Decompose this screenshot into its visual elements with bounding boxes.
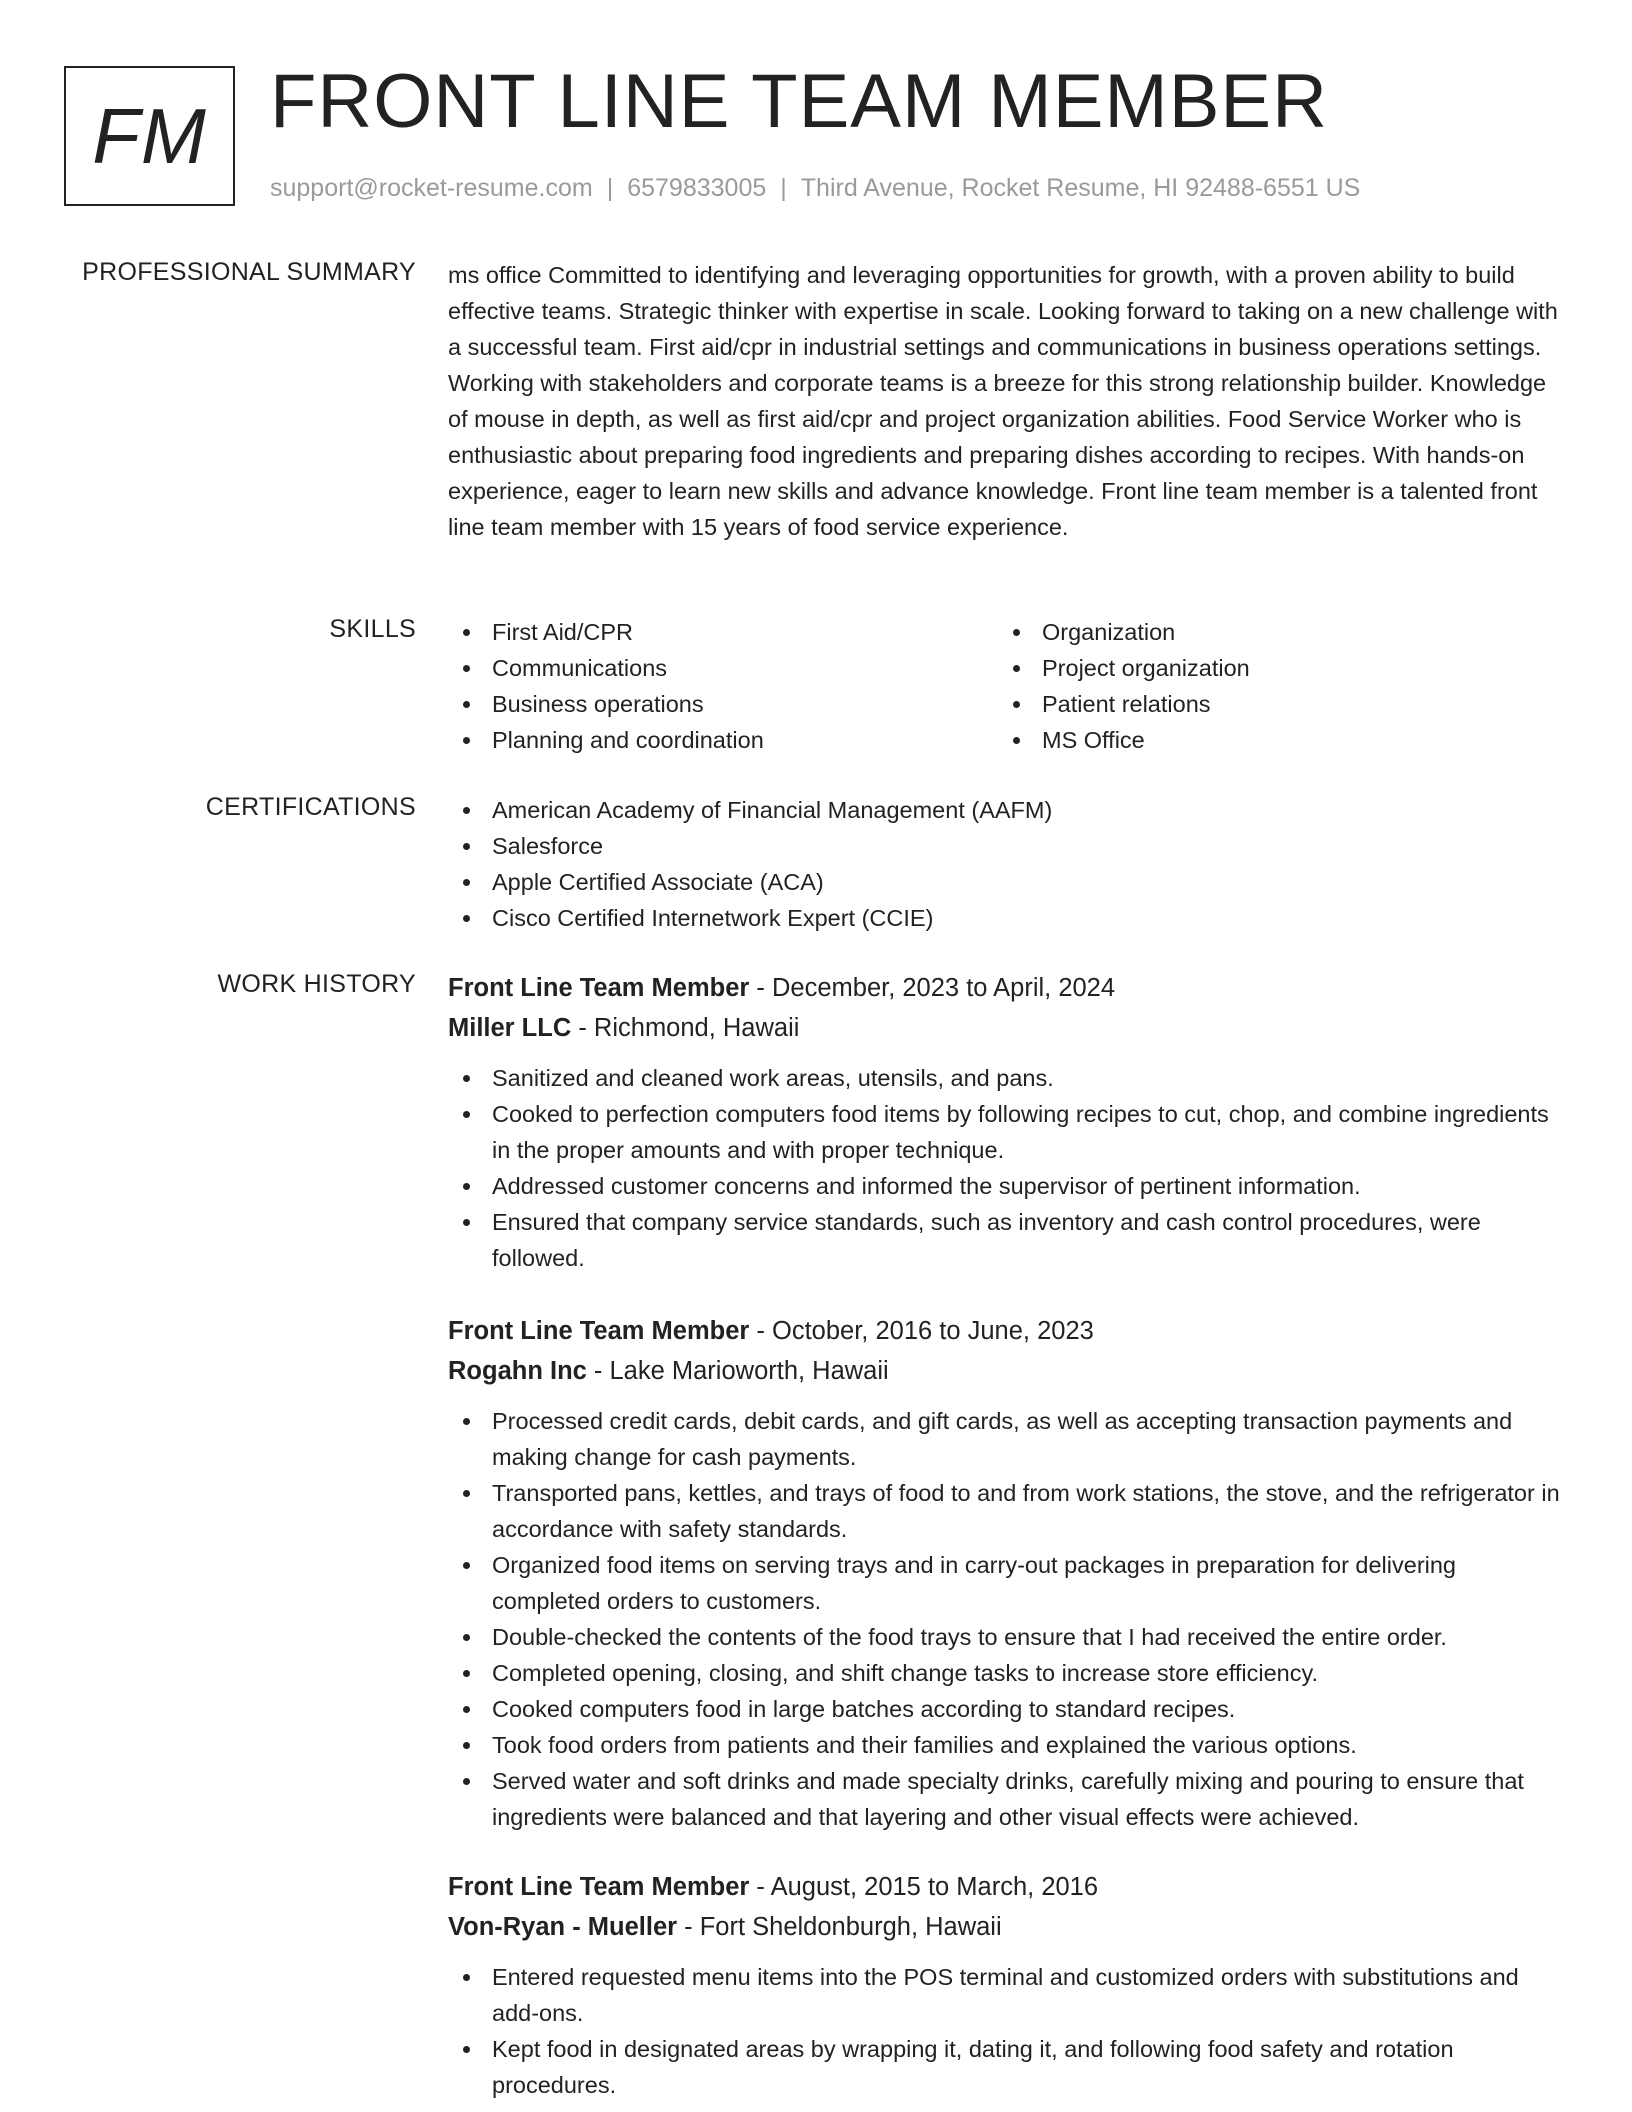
contact-address: Third Avenue, Rocket Resume, HI 92488-6551 US: [800, 174, 1361, 202]
skill-item: Business operations: [448, 686, 988, 722]
section-label-work-history: WORK HISTORY: [217, 970, 416, 998]
skill-item: Project organization: [998, 650, 1538, 686]
job-bullet: Double-checked the contents of the food trays to ensure that I had received the entire order.: [448, 1619, 1570, 1655]
job-title: Front Line Team Member: [448, 1317, 750, 1345]
skills-list-right: [998, 614, 1538, 758]
job-entry: [448, 968, 1570, 1276]
certification-item: Apple Certified Associate (ACA): [448, 864, 1570, 900]
summary-text: ms office Committed to identifying and leveraging opportunities for growth, with a proven ability to build effective teams. Strategic thinker with expertise in scale. Looking forward to taking on a new challenge with a successful team. First aid/cpr in industrial settings and communications in business operations settings. Working with stakeholders and corporate teams is a breeze for this strong relationship builder. Knowledge of mouse in depth, as well as first aid/cpr and project organization abilities. Food Service Worker who is enthusiastic about preparing food ingredients and preparing dishes according to recipes. With hands-on experience, eager to learn new skills and advance knowledge. Front line team member is a talented front line team member with 15 years of food service experience.: [448, 262, 1558, 540]
job-bullet: Cooked computers food in large batches according to standard recipes.: [448, 1691, 1570, 1727]
job-bullet: Took food orders from patients and their families and explained the various options.: [448, 1727, 1570, 1763]
job-bullet: Ensured that company service standards, such as inventory and cash control procedures, were followed.: [448, 1204, 1570, 1276]
job-bullet-list: [448, 1959, 1570, 2103]
job-employer: [448, 1008, 1570, 1048]
section-label-certifications: CERTIFICATIONS: [205, 793, 416, 821]
job-bullet: Processed credit cards, debit cards, and gift cards, as well as accepting transaction payments and making change for cash payments.: [448, 1403, 1570, 1475]
job-bullet: Completed opening, closing, and shift change tasks to increase store efficiency.: [448, 1655, 1570, 1691]
job-employer: [448, 1907, 1570, 1947]
job-bullet: Cooked to perfection computers food items by following recipes to cut, chop, and combine ingredients in the proper amounts and with proper technique.: [448, 1096, 1570, 1168]
job-entry: [448, 1867, 1570, 2103]
skill-item: MS Office: [998, 722, 1538, 758]
skill-item: Patient relations: [998, 686, 1538, 722]
contact-phone: 6579833005: [627, 174, 767, 202]
job-entry: [448, 1311, 1570, 1835]
job-bullet: Addressed customer concerns and informed the supervisor of pertinent information.: [448, 1168, 1570, 1204]
certifications-list: [448, 792, 1570, 936]
skill-item: First Aid/CPR: [448, 614, 988, 650]
job-bullet: Kept food in designated areas by wrapping it, dating it, and following food safety and rotation procedures.: [448, 2031, 1570, 2103]
certification-item: American Academy of Financial Management (AAFM): [448, 792, 1570, 828]
job-heading: [448, 968, 1570, 1008]
monogram-logo: FM: [64, 66, 235, 206]
job-company: Rogahn Inc: [448, 1357, 587, 1385]
job-bullet-list: [448, 1403, 1570, 1835]
skill-item: Communications: [448, 650, 988, 686]
job-bullet: Served water and soft drinks and made specialty drinks, carefully mixing and pouring to ensure that ingredients were balanced and that layering and other visual effects were achieved.: [448, 1763, 1570, 1835]
job-bullet: Entered requested menu items into the POS terminal and customized orders with substitutions and add-ons.: [448, 1959, 1570, 2031]
page-title: FRONT LINE TEAM MEMBER: [270, 59, 1328, 144]
section-label-skills: SKILLS: [329, 615, 416, 643]
job-company: Miller LLC: [448, 1014, 572, 1042]
resume-header: [64, 59, 1572, 208]
job-location: - Richmond, Hawaii: [571, 1014, 800, 1042]
job-location: - Fort Sheldonburgh, Hawaii: [677, 1913, 1002, 1941]
job-location: - Lake Marioworth, Hawaii: [586, 1357, 889, 1385]
skill-item: Organization: [998, 614, 1538, 650]
job-employer: [448, 1351, 1570, 1391]
certification-item: Cisco Certified Internetwork Expert (CCIE): [448, 900, 1570, 936]
skills-list-left: [448, 614, 988, 758]
job-dates: - October, 2016 to June, 2023: [749, 1317, 1094, 1345]
job-dates: - December, 2023 to April, 2024: [749, 974, 1116, 1002]
job-bullet: Transported pans, kettles, and trays of food to and from work stations, the stove, and the refrigerator in accordance with safety standards.: [448, 1475, 1570, 1547]
job-title: Front Line Team Member: [448, 1873, 750, 1901]
contact-line: [270, 174, 1360, 203]
job-bullet-list: [448, 1060, 1570, 1276]
job-bullet: Organized food items on serving trays and in carry-out packages in preparation for delivering completed orders to customers.: [448, 1547, 1570, 1619]
job-title: Front Line Team Member: [448, 974, 750, 1002]
job-company: Von-Ryan - Mueller: [448, 1913, 678, 1941]
job-bullet: Sanitized and cleaned work areas, utensils, and pans.: [448, 1060, 1570, 1096]
job-heading: [448, 1867, 1570, 1907]
job-heading: [448, 1311, 1570, 1351]
contact-separator: |: [606, 174, 614, 202]
skill-item: Planning and coordination: [448, 722, 988, 758]
certification-item: Salesforce: [448, 828, 1570, 864]
section-label-summary: PROFESSIONAL SUMMARY: [82, 258, 416, 286]
contact-email: support@rocket-resume.com: [270, 174, 593, 202]
contact-separator: |: [780, 174, 787, 202]
job-dates: - August, 2015 to March, 2016: [749, 1873, 1099, 1901]
